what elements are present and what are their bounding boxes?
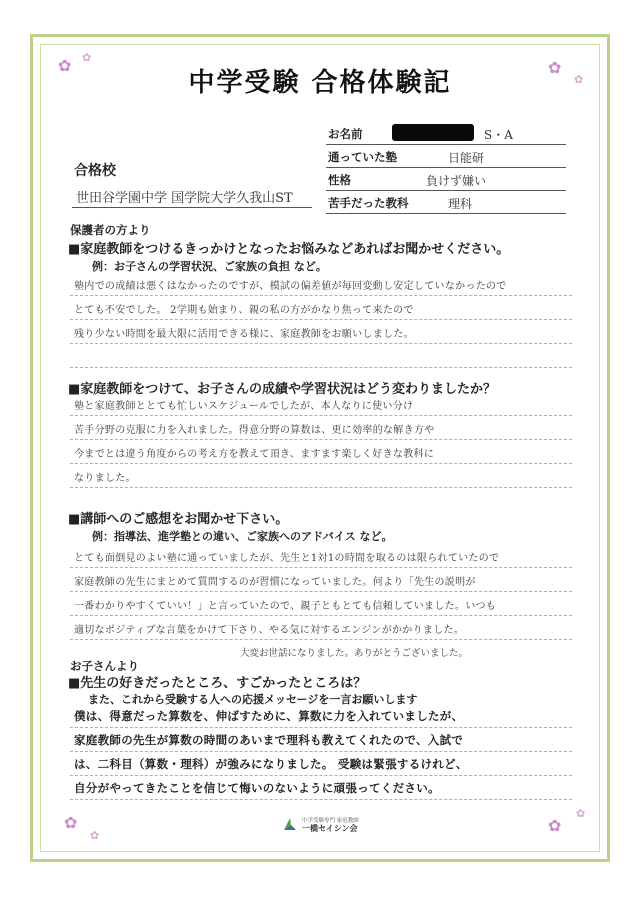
flower-icon: ✿	[574, 73, 584, 86]
info-value: 日能研	[448, 151, 485, 165]
answer-line	[70, 464, 572, 488]
child-section-label: お子さんより	[70, 659, 139, 673]
question-3-example: 例：指導法、進学塾との違い、ご家族へのアドバイス など。	[92, 530, 393, 543]
handwritten-text: 塾内での成績は悪くはなかったのですが、模試の偏差値が毎回変動し安定していなかったので	[74, 281, 507, 292]
answer-4	[70, 704, 572, 800]
flower-icon: ✿	[576, 807, 586, 820]
answer-line	[70, 320, 572, 344]
handwritten-text: なりました。	[74, 473, 136, 484]
handwritten-text: とても面倒見のよい塾に通っていましたが、先生と1対1の時間を取るのは限られていたので	[74, 553, 500, 564]
info-value: 理科	[448, 197, 473, 211]
flower-icon: ✿	[548, 816, 562, 835]
logo-mark-icon	[282, 816, 298, 832]
flower-icon: ✿	[64, 813, 78, 832]
answer-line	[70, 568, 572, 592]
answer-line	[70, 440, 572, 464]
handwritten-text: は、二科目（算数・理科）が強みになりました。 受験は緊張するけれど、	[74, 757, 468, 771]
question-1-example: 例：お子さんの学習状況、ご家族の負担 など。	[92, 260, 327, 273]
school-value: 世田谷学園中学 国学院大学久我山ST	[76, 191, 293, 206]
school-underline	[72, 207, 312, 208]
info-label: 苦手だった教科	[328, 196, 409, 210]
handwritten-text: 一番わかりやすくていい！」と言っていたので、親子ともとても信頼していました。いつも	[74, 601, 497, 612]
answer-3	[70, 544, 572, 640]
info-value: S・A	[484, 128, 513, 142]
answer-line	[70, 392, 572, 416]
question-4-sub: また、これから受験する人への応援メッセージを一言お願いします	[88, 693, 418, 706]
answer-line	[70, 344, 572, 368]
question-2: ■家庭教師をつけて、お子さんの成績や学習状況はどう変わりましたか？	[68, 382, 497, 397]
info-value: 負けず嫌い	[426, 174, 487, 188]
handwritten-text: とても不安でした。 2学期も始まり、親の私の方がかなり焦って来たので	[74, 305, 414, 316]
flower-icon: ✿	[58, 56, 72, 75]
info-table	[326, 122, 566, 214]
info-row-juku	[326, 145, 566, 168]
answer-line	[70, 616, 572, 640]
page-title: 中学受験 合格体験記	[188, 68, 452, 98]
answer-1	[70, 272, 572, 368]
flower-icon: ✿	[82, 51, 92, 64]
handwritten-text: 適切なポジティブな言葉をかけて下さり、やる気に対するエンジンがかかりました。	[74, 625, 465, 636]
handwritten-text: 僕は、得意だった算数を、伸ばすために、算数に力を入れていましたが、	[74, 709, 464, 723]
handwritten-text: 苦手分野の克服に力を入れました。得意分野の算数は、更に効率的な解き方や	[74, 425, 435, 436]
handwritten-text: 塾と家庭教師ととても忙しいスケジュールでしたが、本人なりに使い分け	[74, 401, 414, 412]
logo-name: 一橋セイシン会	[302, 824, 358, 833]
answer-line	[70, 776, 572, 800]
answer-line	[70, 544, 572, 568]
answer-line	[70, 704, 572, 728]
school-label: 合格校	[74, 163, 116, 179]
handwritten-note: 大変お世話になりました。ありがとうございました。	[240, 648, 469, 659]
flower-icon: ✿	[548, 58, 562, 77]
answer-2	[70, 392, 572, 488]
logo-tagline: 中学受験専門 家庭教師	[302, 818, 359, 824]
question-1: ■家庭教師をつけるきっかけとなったお悩みなどあればお聞かせください。	[68, 242, 510, 257]
answer-line	[70, 752, 572, 776]
handwritten-text: 家庭教師の先生が算数の時間のあいまで理科も教えてくれたので、入試で	[74, 733, 464, 747]
answer-line	[70, 592, 572, 616]
answer-line	[70, 296, 572, 320]
answer-line	[70, 416, 572, 440]
info-label: 通っていた塾	[328, 150, 397, 164]
question-4: ■先生の好きだったところ、すごかったところは？	[68, 676, 367, 691]
answer-line	[70, 272, 572, 296]
handwritten-text: 残り少ない時間を最大限に活用できる様に、家庭教師をお願いしました。	[74, 329, 414, 340]
handwritten-text: 自分がやってきたことを信じて悔いのないように頑張ってください。	[74, 781, 440, 795]
info-label: お名前	[328, 127, 363, 141]
answer-line	[70, 728, 572, 752]
handwritten-text: 今までとは違う角度からの考え方を教えて頂き、ますます楽しく好きな教科に	[74, 449, 435, 460]
redaction-block	[392, 124, 474, 141]
info-row-personality	[326, 168, 566, 191]
question-3: ■講師へのご感想をお聞かせ下さい。	[68, 512, 289, 527]
handwritten-text: 家庭教師の先生にまとめて質問するのが習慣になっていました。何より「先生の説明が	[74, 577, 476, 588]
info-row-weak-subject	[326, 191, 566, 214]
info-row-name	[326, 122, 566, 145]
flower-icon: ✿	[90, 829, 100, 842]
parent-section-label: 保護者の方より	[70, 223, 151, 237]
info-label: 性格	[328, 173, 351, 187]
